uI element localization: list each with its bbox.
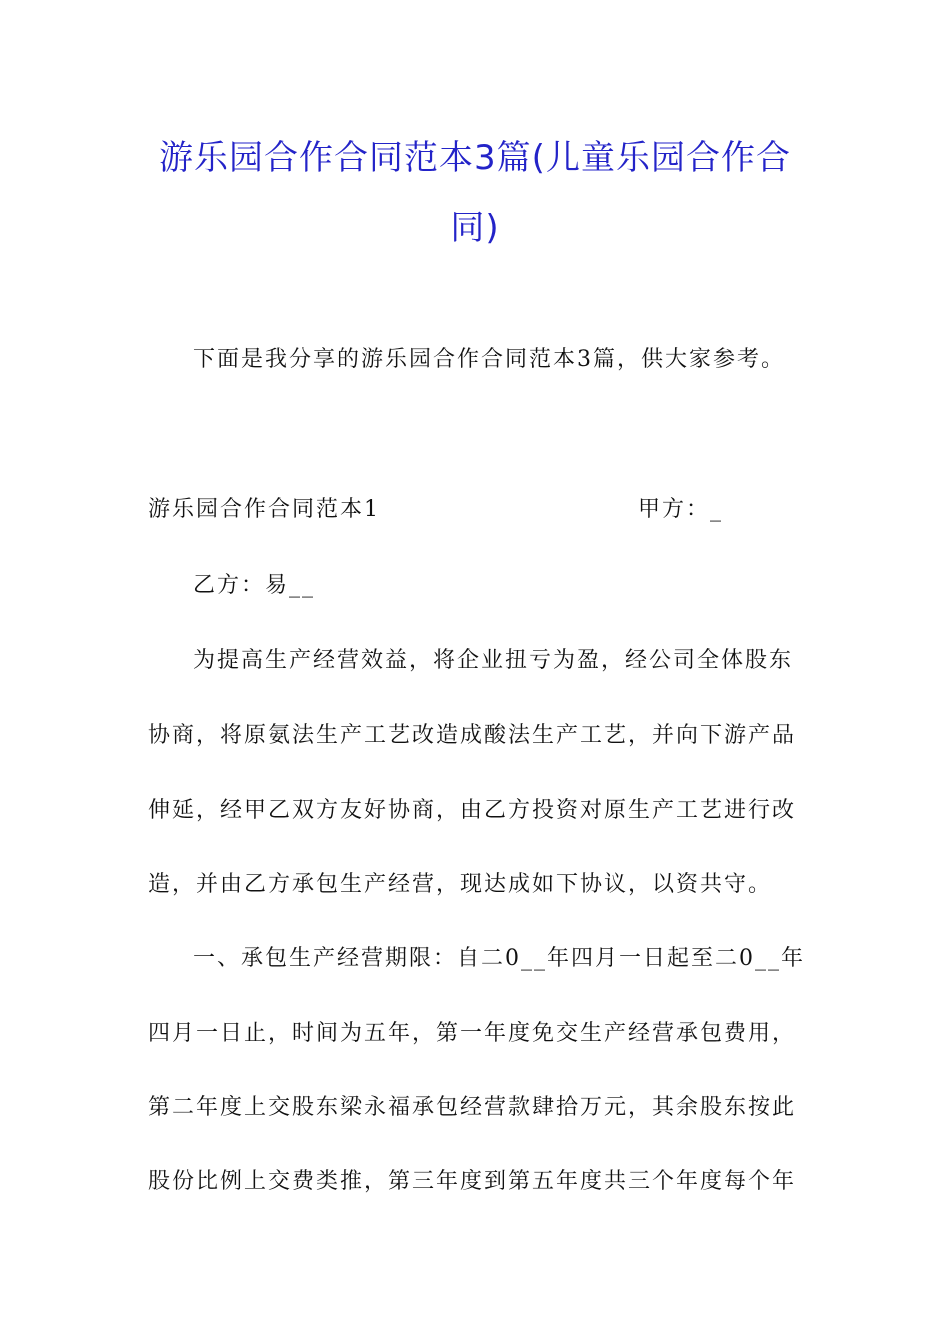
paragraph-line: 一、承包生产经营期限：自二0__年四月一日起至二0__年: [193, 946, 805, 971]
paragraph-line: 股份比例上交费类推，第三年度到第五年度共三个年度每个年: [148, 1169, 797, 1194]
intro-text: 下面是我分享的游乐园合作合同范本3篇，供大家参考。: [193, 347, 785, 372]
paragraph-line: 伸延，经甲乙双方友好协商，由乙方投资对原生产工艺进行改: [148, 798, 797, 823]
document-title-line-1: 游乐园合作合同范本3篇(儿童乐园合作合: [159, 138, 791, 178]
paragraph-line: 第二年度上交股东梁永福承包经营款肆拾万元，其余股东按此: [148, 1095, 797, 1120]
party-b-label: 乙方：易__: [193, 573, 316, 598]
section-heading: 游乐园合作合同范本1: [148, 497, 380, 522]
party-a-label: 甲方：_: [638, 497, 724, 522]
paragraph-line: 协商，将原氨法生产工艺改造成酸法生产工艺，并向下游产品: [148, 723, 797, 748]
paragraph-line: 造，并由乙方承包生产经营，现达成如下协议，以资共守。: [148, 872, 773, 897]
document-title-line-2: 同): [450, 208, 500, 248]
paragraph-line: 四月一日止，时间为五年，第一年度免交生产经营承包费用，: [148, 1021, 797, 1046]
section-heading-row: [148, 494, 808, 526]
paragraph-line: 为提高生产经营效益，将企业扭亏为盈，经公司全体股东: [193, 648, 794, 673]
